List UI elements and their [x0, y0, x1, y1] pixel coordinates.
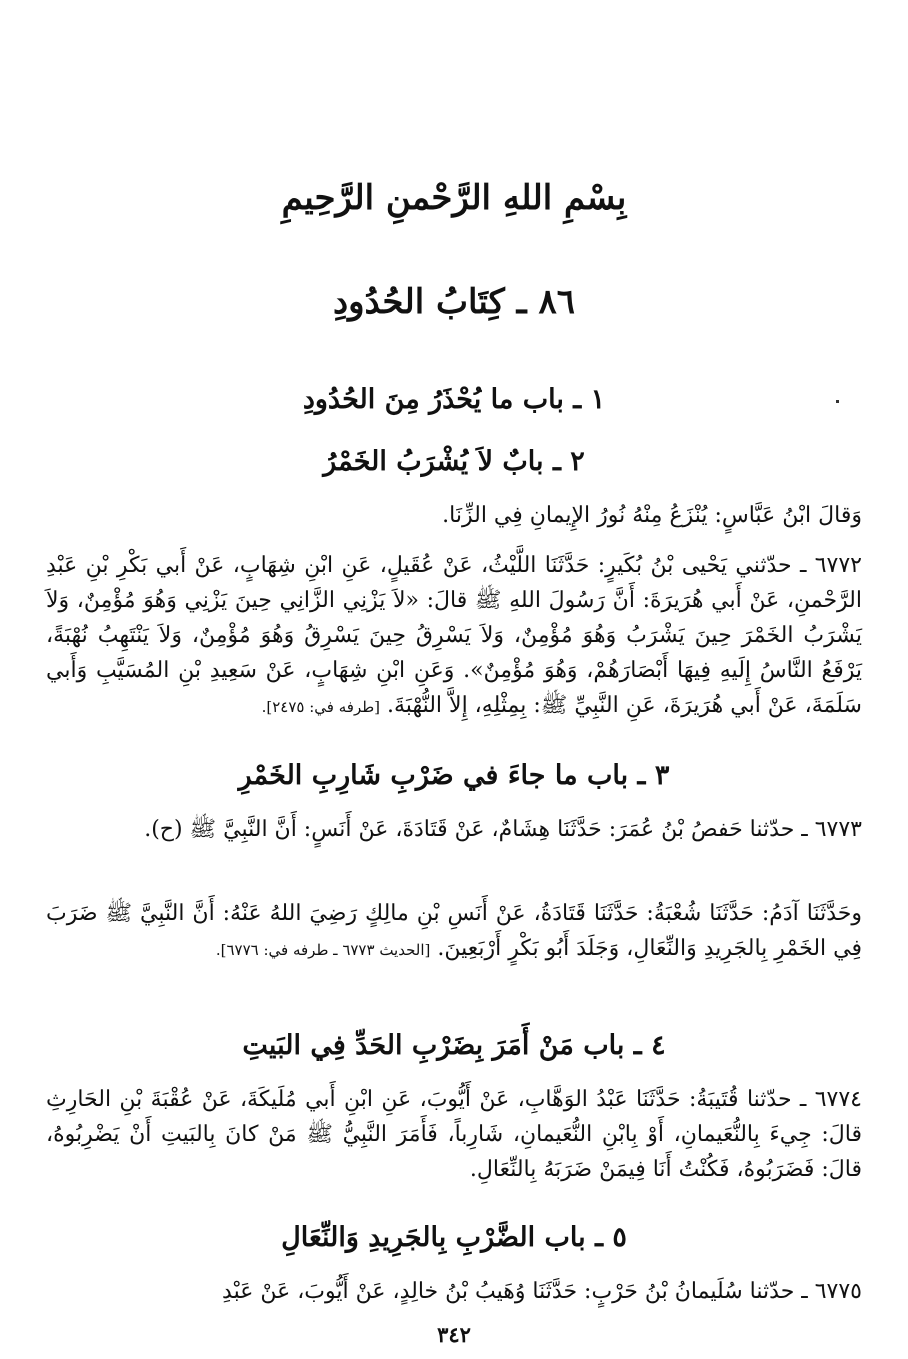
hadith-6773: ٦٧٧٣ ـ حدّثنا حَفصُ بْنُ عُمَرَ: حَدَّثَنَا هِشَامٌ، عَنْ قَتَادَةَ، عَنْ أَنَسٍ: أَنَّ النَّبِيَّ ﷺ (ح). [144, 817, 862, 842]
hadith-6773-chain-2-text: وحَدَّثَنَا آدَمُ: حَدَّثَنَا شُعْبَةُ: حَدَّثَنَا قَتَادَةُ، عَنْ أَنَسِ بْنِ مالِكٍ رَضِيَ اللهُ عَنْهُ: أَنَّ النَّبِيَّ ﷺ ضَرَبَ فِي الخَمْرِ بِالجَرِيدِ وَالنِّعَالِ، وَجَلَدَ أَبُو بَكْرٍ أَرْبَعِينَ. [46, 901, 862, 961]
hadith-6773-ref: [الحديث ٦٧٧٣ ـ طرفه في: ٦٧٧٦]. [215, 941, 431, 959]
chapter-heading-2: ٢ ـ بابٌ لاَ يُشْرَبُ الخَمْرُ [323, 446, 585, 477]
book-title: ٨٦ ـ كِتَابُ الحُدُودِ [333, 282, 575, 322]
basmala: بِسْمِ اللهِ الرَّحْمنِ الرَّحِيمِ [281, 178, 627, 218]
chapter-heading-5: ٥ ـ باب الضَّرْبِ بِالجَرِيدِ وَالنِّعَالِ [281, 1222, 627, 1253]
chapter-heading-4: ٤ ـ باب مَنْ أَمَرَ بِضَرْبِ الحَدِّ فِي البَيتِ [242, 1030, 666, 1061]
chapter-heading-3: ٣ ـ باب ما جاءَ في ضَرْبِ شَارِبِ الخَمْرِ [238, 760, 670, 791]
hadith-6772-text: ٦٧٧٢ ـ حدّثني يَحْيى بْنُ بُكَيرٍ: حَدَّثَنَا اللَّيْثُ، عَنْ عُقَيلٍ، عَنِ ابْنِ شِهَابٍ، عَنْ أَبي بَكْرِ بْنِ عَبْدِ الرَّحْمنِ، عَنْ أَبي هُرَيرَةَ: أَنَّ رَسُولَ اللهِ ﷺ قالَ: «لاَ يَزْنِي الزَّانِي حِينَ يَزْنِي وَهُوَ مُؤْمِنٌ، وَلاَ يَشْرَبُ الخَمْرَ حِينَ يَشْرَبُ وَهُوَ مُؤْمِنٌ، وَلاَ يَسْرِقُ حِينَ يَسْرِقُ وَهُوَ مُؤْمِنٌ، وَلاَ يَنْتَهِبُ نُهْبَةً، يَرْفَعُ النَّاسُ إِلَيهِ فِيهَا أَبْصَارَهُمْ، وَهُوَ مُؤْمِنٌ». وَعَنِ ابْنِ شِهَابٍ، عَنْ سَعِيدِ بْنِ المُسَيَّبِ وَأَبي سَلَمَةَ، عَنْ أَبي هُرَيرَةَ، عَنِ النَّبِيِّ ﷺ: بِمِثْلِهِ، إِلاَّ النُّهْبَةَ. [46, 553, 862, 718]
page-number: ٣٤٢ [437, 1322, 471, 1347]
hadith-6774: ٦٧٧٤ ـ حدّثنا قُتَيبَةُ: حَدَّثَنَا عَبْدُ الوَهَّابِ، عَنْ أَيُّوبَ، عَنِ ابْنِ أَبي مُلَيكَةَ، عَنْ عُقْبَةَ بْنِ الحَارِثِ قالَ: جِيءَ بِالنُّعَيمانِ، أَوْ بِابْنِ النُّعَيمانِ، شَارِباً، فَأَمَرَ النَّبِيُّ ﷺ مَنْ كانَ بِالبَيتِ أَنْ يَضْرِبُوهُ، قالَ: فَضَرَبُوهُ، فَكُنْتُ أَنَا فِيمَنْ ضَرَبَهُ بِالنِّعَالِ. [46, 1087, 862, 1182]
hadith-6773-chain-2 [46, 896, 862, 968]
hadith-6772-ref: [طرفه في: ٢٤٧٥]. [261, 698, 381, 716]
chapter-heading-1: ١ ـ باب ما يُحْذَرُ مِنَ الحُدُودِ [302, 384, 606, 415]
hadith-6775: ٦٧٧٥ ـ حدّثنا سُلَيمانُ بْنُ حَرْبٍ: حَدَّثَنَا وُهَيبُ بْنُ خالِدٍ، عَنْ أَيُّوبَ، عَنْ عَبْدِ [222, 1279, 862, 1304]
chapter-2-intro: وَقالَ ابْنُ عَبَّاسٍ: يُنْزَعُ مِنْهُ نُورُ الإِيمانِ فِي الزِّنَا. [442, 503, 862, 528]
hadith-6772 [46, 548, 862, 725]
